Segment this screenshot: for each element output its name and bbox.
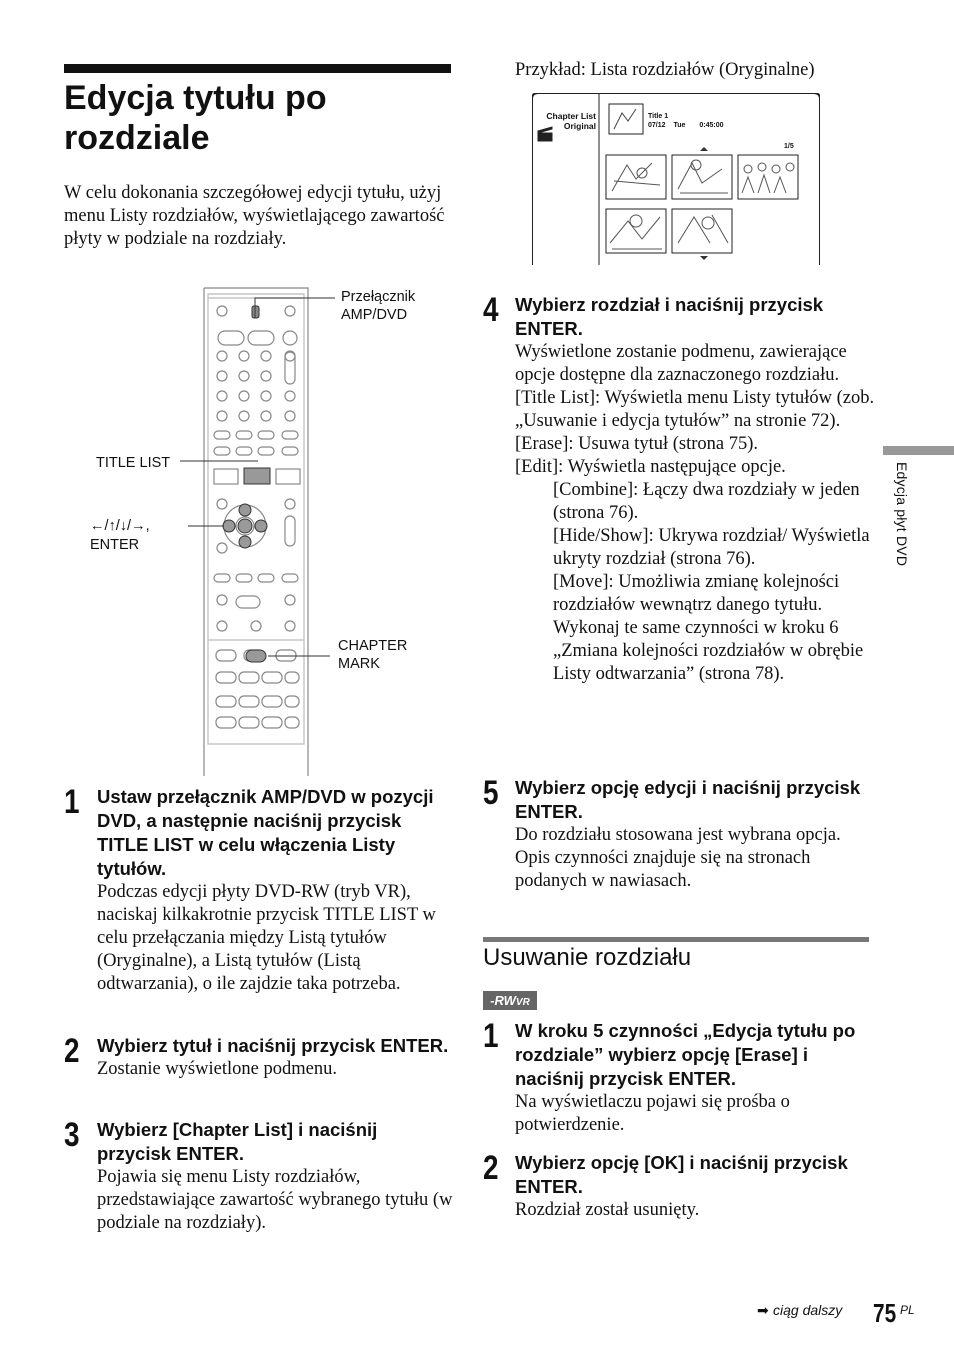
screen-title: Title 1 <box>648 113 669 120</box>
screen-day: Tue <box>673 122 686 129</box>
step-5 <box>483 776 883 893</box>
step-2 <box>64 1034 454 1081</box>
page-suffix: PL <box>900 1303 915 1317</box>
screen-header <box>538 111 596 131</box>
title-rule <box>64 64 451 73</box>
intro-paragraph: W celu dokonania szczegółowej edycji tytułu, użyj menu Listy rozdziałów, wyświetlającego zawartość płyty w podziale na rozdziały. <box>64 183 445 249</box>
step-subline: [Move]: Umożliwia zmianę kolejności rozdziałów wewnątrz danego tytułu. Wykonaj te same czynności w kroku 6 „Zmiana kolejności rozdziałów w obrębie Listy odtwarzania” (strona 78). <box>553 572 864 684</box>
chapter-list-screen <box>532 93 820 265</box>
step-body: Pojawia się menu Listy rozdziałów, przedstawiające zawartość wybranego tytułu (w podziale na rozdziały). <box>97 1167 453 1233</box>
step-subline: [Hide/Show]: Ukrywa rozdział/ Wyświetla ukryty rozdział (strona 76). <box>553 526 870 569</box>
step-number: 5 <box>483 774 499 812</box>
step-heading: Ustaw przełącznik AMP/DVD w pozycji DVD, a następnie naciśnij przycisk TITLE LIST w celu włączenia Listy tytułów. <box>97 786 434 879</box>
screen-date: 07/12 <box>648 122 666 129</box>
step-heading: Wybierz opcję [OK] i naciśnij przycisk ENTER. <box>515 1152 848 1197</box>
callout-chapter-mark: CHAPTER MARK <box>338 638 408 672</box>
subsection-title: Usuwanie rozdziału <box>483 944 692 971</box>
example-caption: Przykład: Lista rozdziałów (Oryginalne) <box>515 60 815 80</box>
step-body: Rozdział został usunięty. <box>515 1200 700 1220</box>
callout-title-list: TITLE LIST <box>96 455 171 471</box>
step-number: 4 <box>483 291 499 329</box>
step-3 <box>64 1118 454 1235</box>
step-body <box>515 341 883 686</box>
step-line: [Edit]: Wyświetla następujące opcje. <box>515 457 786 477</box>
page-title: Edycja tytułu po rozdziale <box>64 79 327 157</box>
disc-type-badge <box>483 991 537 1010</box>
side-tab-label: Edycja płyt DVD <box>894 462 910 567</box>
screen-header-line2: Original <box>563 121 596 131</box>
step-body: Na wyświetlaczu pojawi się prośba o potwierdzenie. <box>515 1092 790 1135</box>
step-number: 2 <box>64 1032 80 1070</box>
subsection-step-1 <box>483 1019 883 1137</box>
footer-continued: ciąg dalszy <box>773 1302 843 1318</box>
step-number: 1 <box>64 783 80 821</box>
side-tab-bar <box>883 446 954 455</box>
step-subline: [Combine]: Łączy dwa rozdziały w jeden (strona 76). <box>553 480 860 523</box>
badge-text: -RW <box>490 993 516 1008</box>
step-heading: Wybierz opcję edycji i naciśnij przycisk ENTER. <box>515 777 861 822</box>
step-heading: W kroku 5 czynności „Edycja tytułu po rozdziale” wybierz opcję [Erase] i naciśnij przycisk ENTER. <box>515 1020 856 1089</box>
step-body: Zostanie wyświetlone podmenu. <box>97 1059 337 1079</box>
step-1 <box>64 785 454 996</box>
step-4 <box>483 293 883 686</box>
screen-page-indicator: 1/5 <box>784 143 794 150</box>
continue-arrow-icon: ➡ <box>757 1304 769 1319</box>
subsection-rule <box>483 937 869 942</box>
callout-lines <box>180 290 340 680</box>
step-heading: Wybierz tytuł i naciśnij przycisk ENTER. <box>97 1035 449 1056</box>
callout-enter: ENTER <box>90 537 140 553</box>
step-line: [Erase]: Usuwa tytuł (strona 75). <box>515 434 759 454</box>
callout-arrows: ←/↑/↓/→, <box>90 518 150 534</box>
step-line: [Title List]: Wyświetla menu Listy tytułów (zob. „Usuwanie i edycja tytułów” na stronie 72). <box>515 388 875 431</box>
subsection-step-2 <box>483 1151 883 1222</box>
callout-amp-dvd-switch: Przełącznik AMP/DVD <box>341 289 416 323</box>
step-heading: Wybierz rozdział i naciśnij przycisk ENTER. <box>515 294 824 339</box>
screen-title-info <box>648 112 724 130</box>
step-body: Podczas edycji płyty DVD-RW (tryb VR), naciskaj kilkakrotnie przycisk TITLE LIST w celu przełączania między Listą tytułów (Oryginalne), a Listą tytułów (Listą odtwarzania), o ile zajdzie taka potrzeba. <box>97 882 436 994</box>
step-number: 3 <box>64 1116 80 1154</box>
screen-header-line1: Chapter List <box>546 111 596 121</box>
step-number: 2 <box>483 1149 499 1187</box>
step-body: Do rozdziału stosowana jest wybrana opcja. Opis czynności znajduje się na stronach podanych w nawiasach. <box>515 825 841 891</box>
step-number: 1 <box>483 1017 499 1055</box>
step-line: Wyświetlone zostanie podmenu, zawierające opcje dostępne dla zaznaczonego rozdziału. <box>515 342 847 385</box>
badge-suffix: VR <box>515 997 530 1008</box>
page-number: 75 <box>873 1298 897 1328</box>
screen-time: 0:45:00 <box>699 122 724 129</box>
step-heading: Wybierz [Chapter List] i naciśnij przycisk ENTER. <box>97 1119 378 1164</box>
